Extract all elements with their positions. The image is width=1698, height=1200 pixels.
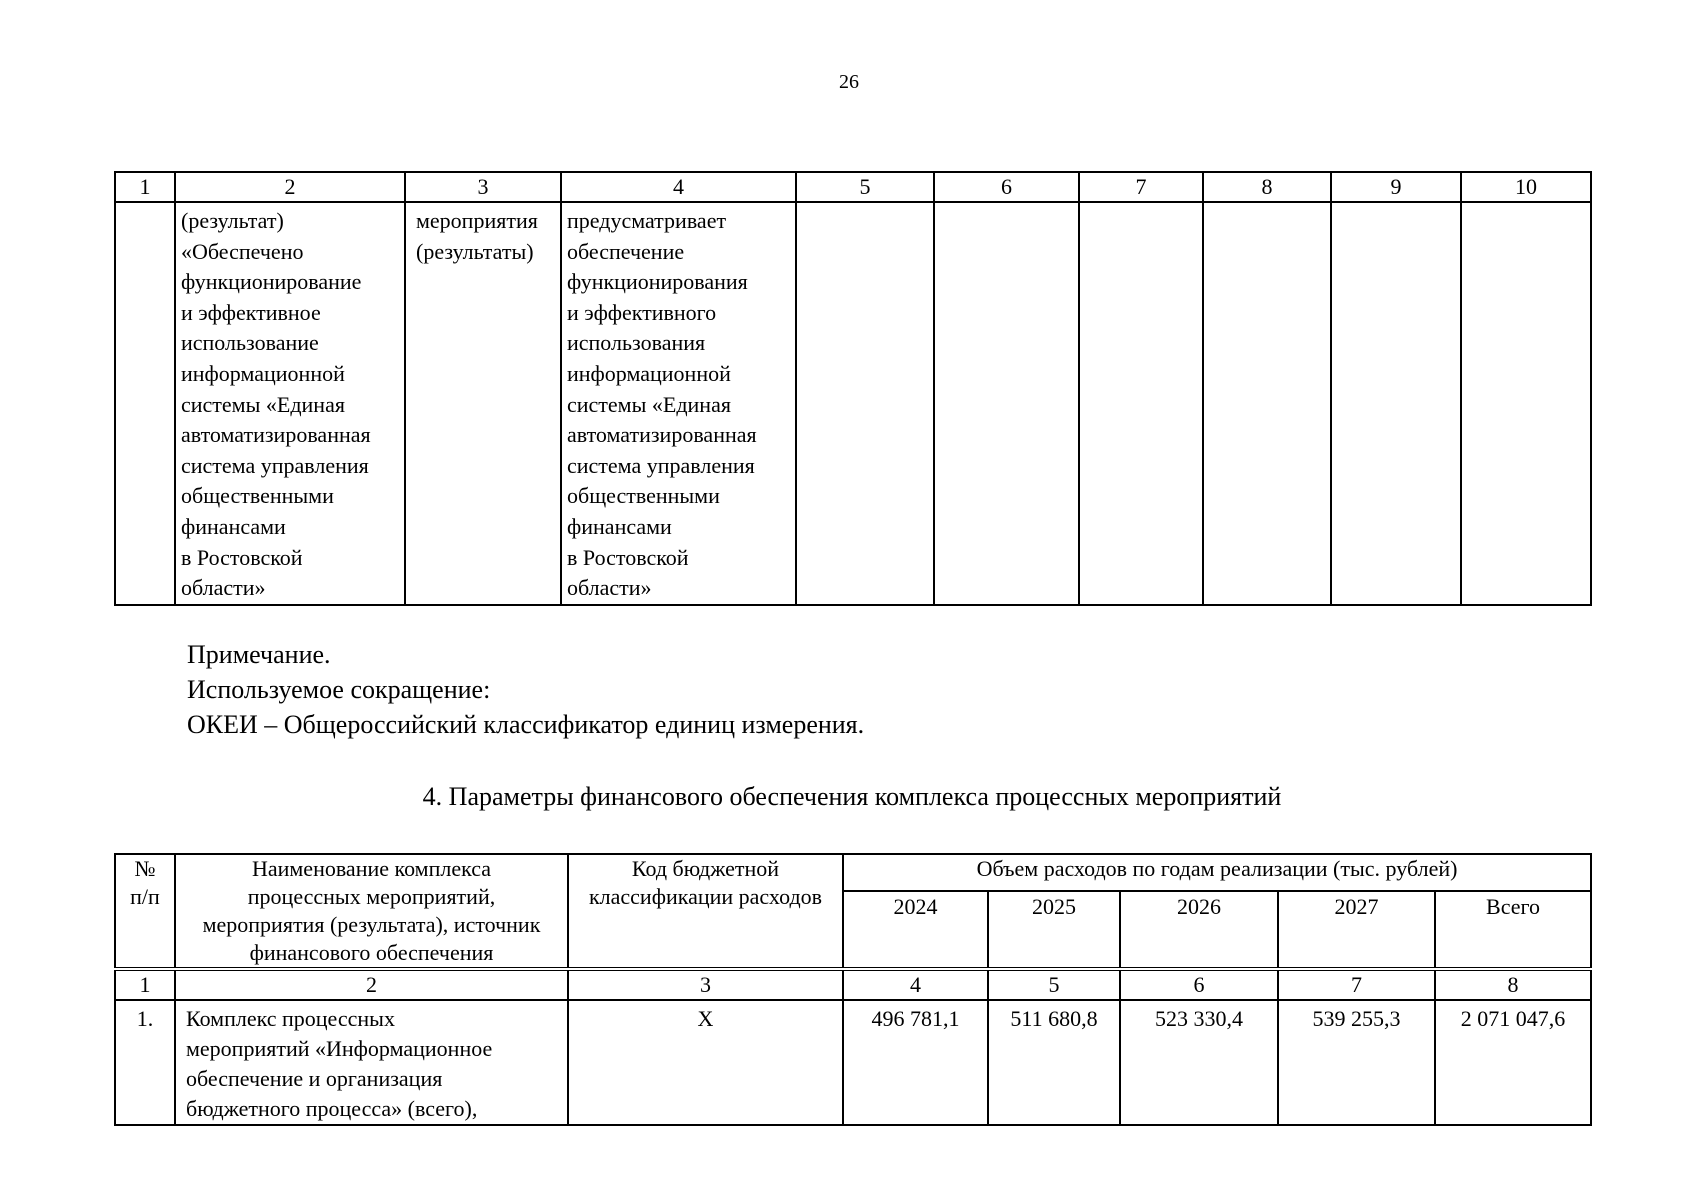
column-number: 10 [1461, 172, 1591, 202]
results-table [114, 171, 1592, 606]
column-number: 4 [843, 969, 988, 1000]
header-code: Код бюджетной классификации расходов [568, 854, 843, 969]
header-num: № п/п [115, 854, 175, 969]
column-number: 1 [115, 969, 175, 1000]
cell-col9 [1331, 202, 1461, 605]
value-2025: 511 680,8 [988, 1000, 1120, 1125]
value-2024: 496 781,1 [843, 1000, 988, 1125]
column-number-row [115, 969, 1591, 1000]
cell-col8 [1203, 202, 1331, 605]
column-number: 2 [175, 172, 405, 202]
header-year: 2024 [843, 891, 988, 969]
page-number: 26 [839, 71, 859, 93]
column-number: 6 [1120, 969, 1278, 1000]
table-row [115, 202, 1591, 605]
column-number: 4 [561, 172, 796, 202]
row-num: 1. [115, 1000, 175, 1125]
cell-col1 [115, 202, 175, 605]
cell-type: мероприятия (результаты) [405, 202, 561, 605]
financing-table [114, 853, 1592, 1126]
cell-description: предусматривает обеспечение функционирования и эффективного использования информационной системы «Единая автоматизированная система управления общественными финансами в Ростовской области» [561, 202, 796, 605]
header-total: Всего [1435, 891, 1591, 969]
column-number: 7 [1278, 969, 1435, 1000]
header-volume: Объем расходов по годам реализации (тыс. рублей) [843, 854, 1591, 891]
header-name: Наименование комплекса процессных мероприятий, мероприятия (результата), источник финансового обеспечения [175, 854, 568, 969]
column-number: 6 [934, 172, 1079, 202]
value-2027: 539 255,3 [1278, 1000, 1435, 1125]
column-number: 1 [115, 172, 175, 202]
column-number: 3 [568, 969, 843, 1000]
cell-result-name: (результат) «Обеспечено функционирование и эффективное использование информационной системы «Единая автоматизированная система управления общественными финансами в Ростовской области» [175, 202, 405, 605]
header-year: 2025 [988, 891, 1120, 969]
note-line: Используемое сокращение: [187, 675, 491, 704]
column-number: 2 [175, 969, 568, 1000]
cell-col5 [796, 202, 934, 605]
section-title: 4. Параметры финансового обеспечения комплекса процессных мероприятий [422, 782, 1282, 811]
cell-col6 [934, 202, 1079, 605]
column-number: 5 [988, 969, 1120, 1000]
value-2026: 523 330,4 [1120, 1000, 1278, 1125]
row-code: Х [568, 1000, 843, 1125]
note-line: ОКЕИ – Общероссийский классификатор единиц измерения. [187, 710, 865, 739]
column-number: 9 [1331, 172, 1461, 202]
column-number-row [115, 172, 1591, 202]
column-number: 5 [796, 172, 934, 202]
header-row [115, 854, 1591, 891]
column-number: 8 [1203, 172, 1331, 202]
column-number: 8 [1435, 969, 1591, 1000]
header-year: 2026 [1120, 891, 1278, 969]
row-name: Комплекс процессных мероприятий «Информационное обеспечение и организация бюджетного процесса» (всего), [175, 1000, 568, 1125]
cell-col10 [1461, 202, 1591, 605]
note-title: Примечание. [187, 640, 331, 669]
table-row [115, 1000, 1591, 1125]
header-year: 2027 [1278, 891, 1435, 969]
column-number: 3 [405, 172, 561, 202]
cell-col7 [1079, 202, 1203, 605]
value-total: 2 071 047,6 [1435, 1000, 1591, 1125]
column-number: 7 [1079, 172, 1203, 202]
